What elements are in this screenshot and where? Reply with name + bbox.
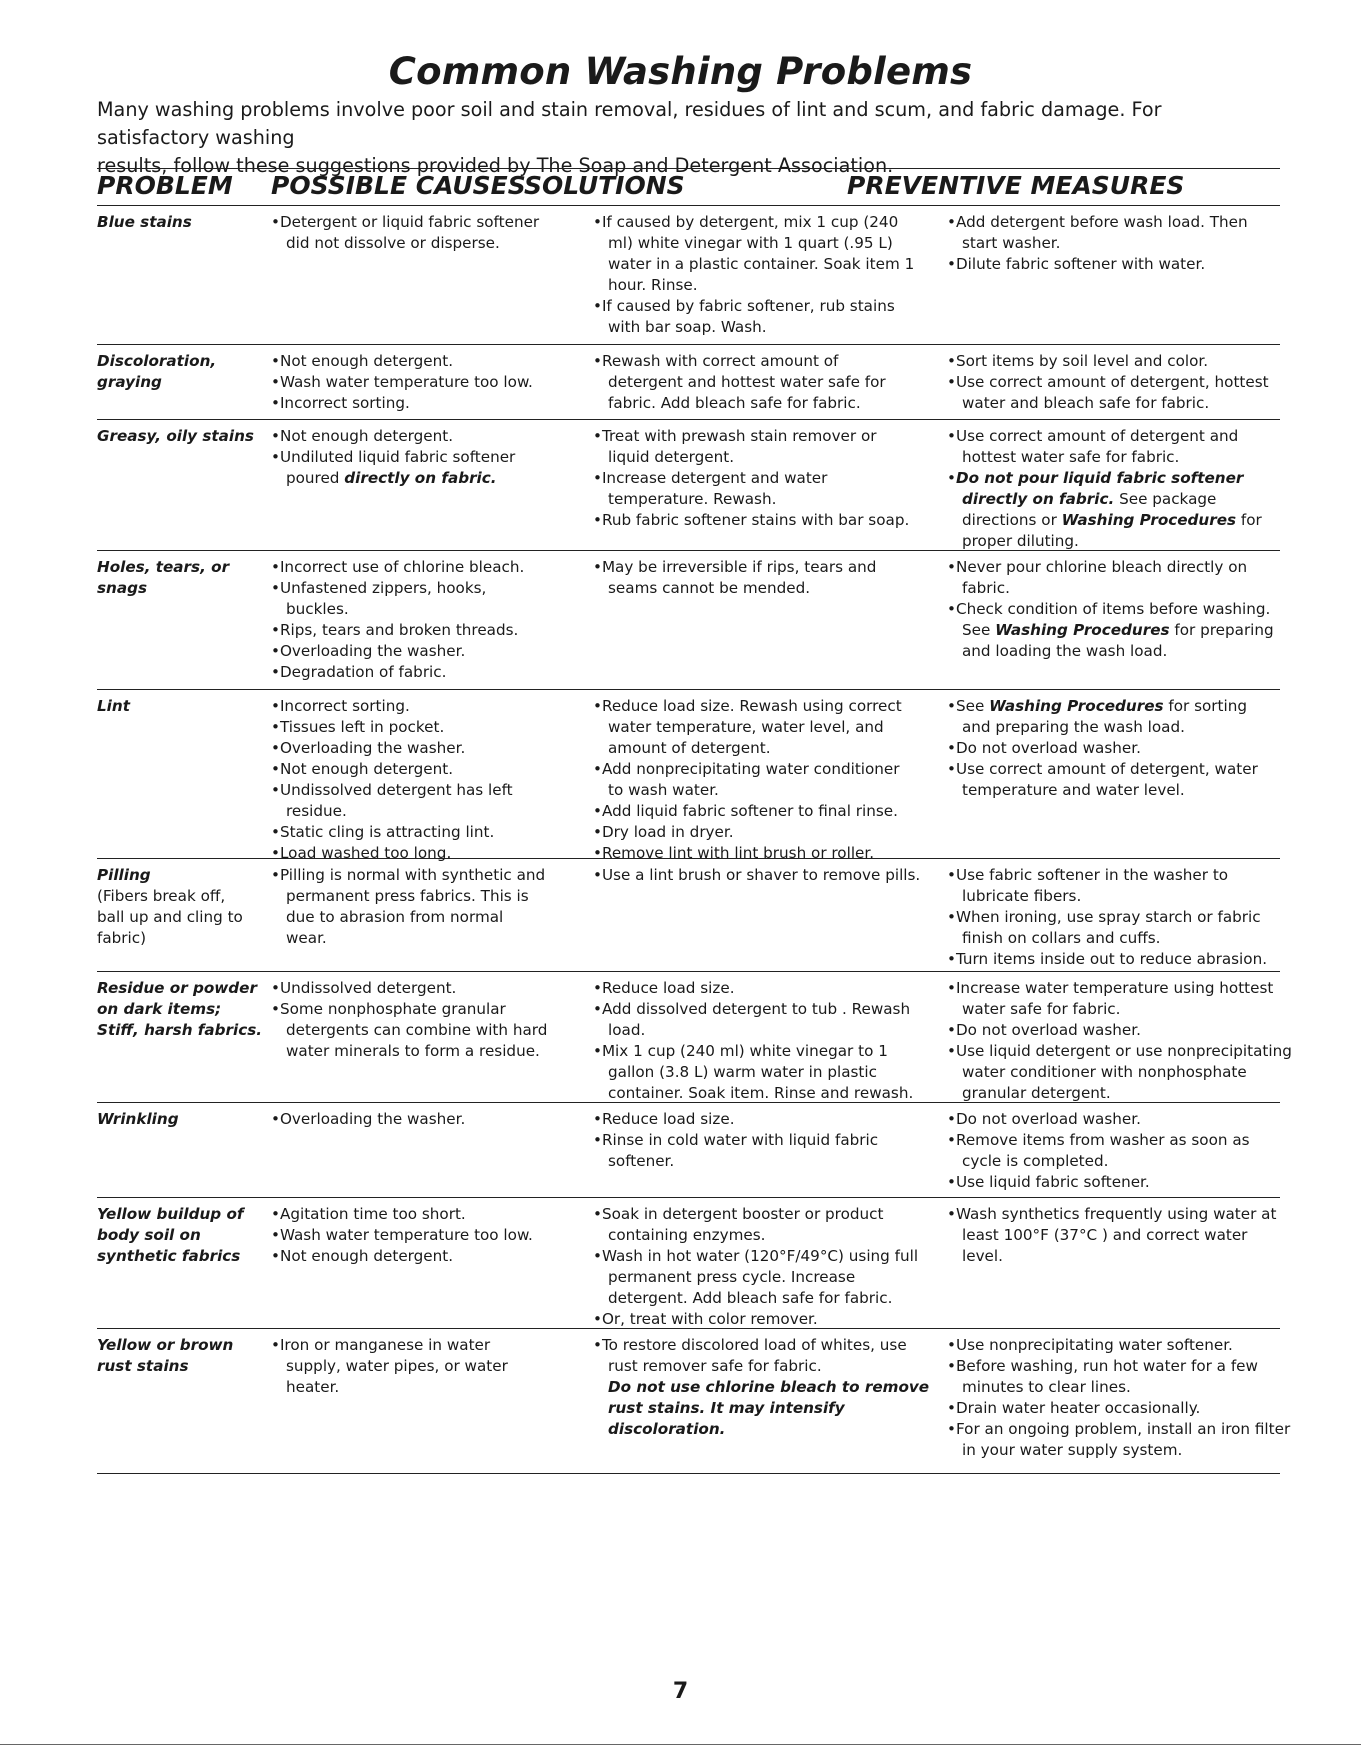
cell-line: •Add liquid fabric softener to final rinse. [593,802,898,820]
problem-note-line: fabric) [97,929,147,947]
cell-line: •Not enough detergent. [271,352,454,370]
header-solutions: SOLUTIONS [524,171,685,200]
cell-line: Yellow or brown [97,1336,234,1354]
cell-line: •Add detergent before wash load. Then [947,213,1248,231]
cell-line: detergent and hottest water safe for [608,373,886,391]
cell-line: •Iron or manganese in water [271,1336,491,1354]
causes-cell [271,1204,561,1267]
cell-line: •Not enough detergent. [271,1247,454,1265]
table-row [97,1198,1280,1329]
table-row [97,420,1280,551]
cell-line: proper diluting. [962,532,1079,550]
problem-note-line: (Fibers break off, [97,887,226,905]
cell-line: •Turn items inside out to reduce abrasion. [947,950,1268,968]
intro-line: Many washing problems involve poor soil and stain removal, residues of lint and scum, and fabric damage. For satisfactory washing [97,98,1162,149]
measures-cell [947,212,1361,275]
cell-line: container. Soak item. Rinse and rewash. [608,1084,914,1102]
cell-line: •Do not pour liquid fabric softener [947,469,1244,487]
cell-line: •Use nonprecipitating water softener. [947,1336,1233,1354]
cell-line: gallon (3.8 L) warm water in plastic [608,1063,877,1081]
cell-line: •Static cling is attracting lint. [271,823,495,841]
cell-line: Greasy, oily stains [97,427,254,445]
cell-line: least 100°F (37°C ) and correct water [962,1226,1248,1244]
problem-cell [97,1335,267,1377]
cell-line: heater. [286,1378,340,1396]
cell-line: permanent press cycle. Increase [608,1268,856,1286]
problem-cell [97,696,267,717]
cell-line: finish on collars and cuffs. [962,929,1161,947]
measures-cell [947,978,1361,1104]
cell-line: on dark items; [97,1000,222,1018]
cell-line: •Use liquid fabric softener. [947,1173,1150,1191]
causes-cell [271,1109,561,1130]
cell-line: containing enzymes. [608,1226,766,1244]
cell-line: •Rinse in cold water with liquid fabric [593,1131,879,1149]
measures-cell [947,351,1361,414]
cell-line: •Reduce load size. Rewash using correct [593,697,902,715]
cell-line: Holes, tears, or [97,558,230,576]
cell-line: •Add dissolved detergent to tub . Rewash [593,1000,911,1018]
cell-line: Do not use chlorine bleach to remove [608,1378,930,1396]
cell-line: •To restore discolored load of whites, use [593,1336,907,1354]
causes-cell [271,978,561,1062]
cell-line: water and bleach safe for fabric. [962,394,1210,412]
problem-cell [97,351,267,393]
cell-line: •Use liquid detergent or use nonprecipitating [947,1042,1292,1060]
cell-line: hour. Rinse. [608,276,698,294]
table-row [97,1329,1291,1474]
measures-cell [947,865,1361,970]
cell-line: detergent. Add bleach safe for fabric. [608,1289,893,1307]
cell-line: •Incorrect use of chlorine bleach. [271,558,525,576]
cell-line: ml) white vinegar with 1 quart (.95 L) [608,234,893,252]
cell-line: •Use correct amount of detergent and [947,427,1239,445]
cell-line: •For an ongoing problem, install an iron filter [947,1420,1291,1438]
cell-line: •Use correct amount of detergent, water [947,760,1258,778]
header-preventive-measures: PREVENTIVE MEASURES [847,171,1185,200]
cell-line: •Remove items from washer as soon as [947,1131,1250,1149]
cell-line: •Increase water temperature using hottest [947,979,1274,997]
table-header [97,169,1280,206]
cell-line: •Unfastened zippers, hooks, [271,579,487,597]
page-title: Common Washing Problems [388,50,973,93]
cell-line: Pilling [97,866,151,884]
cell-line: water in a plastic container. Soak item 1 [608,255,915,273]
cell-line: fabric. Add bleach safe for fabric. [608,394,861,412]
cell-line: •Increase detergent and water [593,469,828,487]
cell-line: directly on fabric. See package [962,490,1217,508]
cell-line: minutes to clear lines. [962,1378,1131,1396]
cell-line: •Overloading the washer. [271,642,466,660]
cell-line: •Soak in detergent booster or product [593,1205,884,1223]
cell-line: •Reduce load size. [593,1110,735,1128]
header-possible-causes: POSSIBLE CAUSES [271,171,526,200]
cell-line: water minerals to form a residue. [286,1042,540,1060]
cell-line: •Wash synthetics frequently using water at [947,1205,1277,1223]
cell-line: seams cannot be mended. [608,579,811,597]
cell-line: •If caused by fabric softener, rub stains [593,297,895,315]
cell-line: •Check condition of items before washing. [947,600,1271,618]
cell-line: body soil on [97,1226,201,1244]
cell-line: snags [97,579,148,597]
cell-line: •Drain water heater occasionally. [947,1399,1201,1417]
cell-line: liquid detergent. [608,448,735,466]
cell-line: •Use fabric softener in the washer to [947,866,1229,884]
causes-cell [271,212,561,254]
cell-line: due to abrasion from normal [286,908,504,926]
cell-line: to wash water. [608,781,719,799]
cell-line: lubricate fibers. [962,887,1082,905]
cell-line: •Some nonphosphate granular [271,1000,506,1018]
problem-cell [97,557,267,599]
cell-line: •Wash water temperature too low. [271,373,533,391]
cell-line: •Degradation of fabric. [271,663,447,681]
cell-line: water temperature, water level, and [608,718,884,736]
cell-line: •Overloading the washer. [271,739,466,757]
problem-cell [97,978,267,1041]
cell-line: load. [608,1021,646,1039]
cell-line: •Do not overload washer. [947,1110,1141,1128]
measures-cell [947,1109,1361,1193]
cell-line: cycle is completed. [962,1152,1109,1170]
cell-line: •Treat with prewash stain remover or [593,427,877,445]
cell-line: did not dissolve or disperse. [286,234,500,252]
measures-cell [947,1204,1361,1267]
cell-line: level. [962,1247,1003,1265]
cell-line: Yellow buildup of [97,1205,244,1223]
cell-line: •Undissolved detergent. [271,979,457,997]
cell-line: start washer. [962,234,1061,252]
cell-line: •May be irreversible if rips, tears and [593,558,877,576]
cell-line: granular detergent. [962,1084,1111,1102]
cell-line: softener. [608,1152,675,1170]
problems-table [97,168,1292,1474]
cell-line: •Rub fabric softener stains with bar soap. [593,511,910,529]
cell-line: •Undiluted liquid fabric softener [271,448,516,466]
cell-line: in your water supply system. [962,1441,1183,1459]
cell-line: permanent press fabrics. This is [286,887,529,905]
cell-line: Wrinkling [97,1110,179,1128]
measures-cell [947,557,1361,662]
cell-line: hottest water safe for fabric. [962,448,1180,466]
cell-line: •Do not overload washer. [947,739,1141,757]
problem-cell [97,865,267,949]
cell-line: rust remover safe for fabric. [608,1357,822,1375]
cell-line: supply, water pipes, or water [286,1357,508,1375]
cell-line: detergents can combine with hard [286,1021,548,1039]
cell-line: •Dry load in dryer. [593,823,734,841]
cell-line: •Sort items by soil level and color. [947,352,1209,370]
cell-line: buckles. [286,600,349,618]
table-body [97,206,1292,1474]
cell-line: directions or Washing Procedures for [962,511,1262,529]
causes-cell [271,426,561,489]
table-row [97,859,1280,972]
cell-line: and loading the wash load. [962,642,1168,660]
cell-line: •Tissues left in pocket. [271,718,445,736]
intro-line: results, follow these suggestions provided by The Soap and Detergent Association. [97,154,894,177]
footer-divider [0,1744,1361,1745]
cell-line: temperature. Rewash. [608,490,777,508]
cell-line: •Undissolved detergent has left [271,781,513,799]
table-row [97,551,1280,690]
cell-line: •Do not overload washer. [947,1021,1141,1039]
cell-line: •Before washing, run hot water for a few [947,1357,1258,1375]
table-row [97,1103,1280,1198]
problem-cell [97,212,267,233]
cell-line: temperature and water level. [962,781,1185,799]
cell-line: graying [97,373,162,391]
causes-cell [271,696,561,864]
cell-line: discoloration. [608,1420,726,1438]
table-row [97,206,1280,345]
cell-line: and preparing the wash load. [962,718,1185,736]
table-row [97,345,1280,420]
cell-line: •Load washed too long. [271,844,452,862]
table-row [97,972,1292,1103]
table-row [97,690,1280,862]
cell-line: •See Washing Procedures for sorting [947,697,1247,715]
cell-line: •Remove lint with lint brush or roller. [593,844,875,862]
cell-line: •Not enough detergent. [271,760,454,778]
cell-line: •Use correct amount of detergent, hottest [947,373,1269,391]
cell-line: •Pilling is normal with synthetic and [271,866,546,884]
cell-line: water safe for fabric. [962,1000,1121,1018]
cell-line: rust stains. It may intensify [608,1399,845,1417]
causes-cell [271,865,561,949]
cell-line: •Use a lint brush or shaver to remove pills. [593,866,921,884]
cell-line: •Add nonprecipitating water conditioner [593,760,900,778]
cell-line: •Or, treat with color remover. [593,1310,818,1328]
causes-cell [271,1335,561,1398]
cell-line: •Incorrect sorting. [271,394,410,412]
causes-cell [271,557,561,683]
cell-line: Residue or powder [97,979,257,997]
measures-cell [947,426,1361,552]
cell-line: •Wash in hot water (120°F/49°C) using full [593,1247,919,1265]
cell-line: amount of detergent. [608,739,771,757]
cell-line: •Overloading the washer. [271,1110,466,1128]
cell-line: •Reduce load size. [593,979,735,997]
cell-line: Lint [97,697,130,715]
cell-line: water conditioner with nonphosphate [962,1063,1247,1081]
problem-cell [97,1109,267,1130]
cell-line: Discoloration, [97,352,217,370]
measures-cell [947,696,1361,801]
cell-line: wear. [286,929,327,947]
cell-line: •Wash water temperature too low. [271,1226,533,1244]
cell-line: Blue stains [97,213,192,231]
cell-line: •Detergent or liquid fabric softener [271,213,540,231]
cell-line: synthetic fabrics [97,1247,241,1265]
problem-cell [97,1204,267,1267]
cell-line: •Dilute fabric softener with water. [947,255,1206,273]
cell-line: •Incorrect sorting. [271,697,410,715]
page-number: 7 [672,1679,689,1704]
cell-line: •If caused by detergent, mix 1 cup (240 [593,213,899,231]
cell-line: residue. [286,802,347,820]
cell-line: See Washing Procedures for preparing [962,621,1274,639]
cell-line: with bar soap. Wash. [608,318,767,336]
cell-line: •Not enough detergent. [271,427,454,445]
header-problem: PROBLEM [97,171,233,200]
problem-cell [97,426,267,447]
cell-line: Stiff, harsh fabrics. [97,1021,263,1039]
cell-line: poured directly on fabric. [286,469,497,487]
cell-line: •Rewash with correct amount of [593,352,839,370]
cell-line: •Agitation time too short. [271,1205,466,1223]
causes-cell [271,351,561,414]
cell-line: •Never pour chlorine bleach directly on [947,558,1248,576]
cell-line: fabric. [962,579,1010,597]
cell-line: •When ironing, use spray starch or fabric [947,908,1261,926]
cell-line: •Rips, tears and broken threads. [271,621,519,639]
cell-line: rust stains [97,1357,189,1375]
cell-line: •Mix 1 cup (240 ml) white vinegar to 1 [593,1042,888,1060]
problem-note-line: ball up and cling to [97,908,243,926]
measures-cell [947,1335,1361,1461]
